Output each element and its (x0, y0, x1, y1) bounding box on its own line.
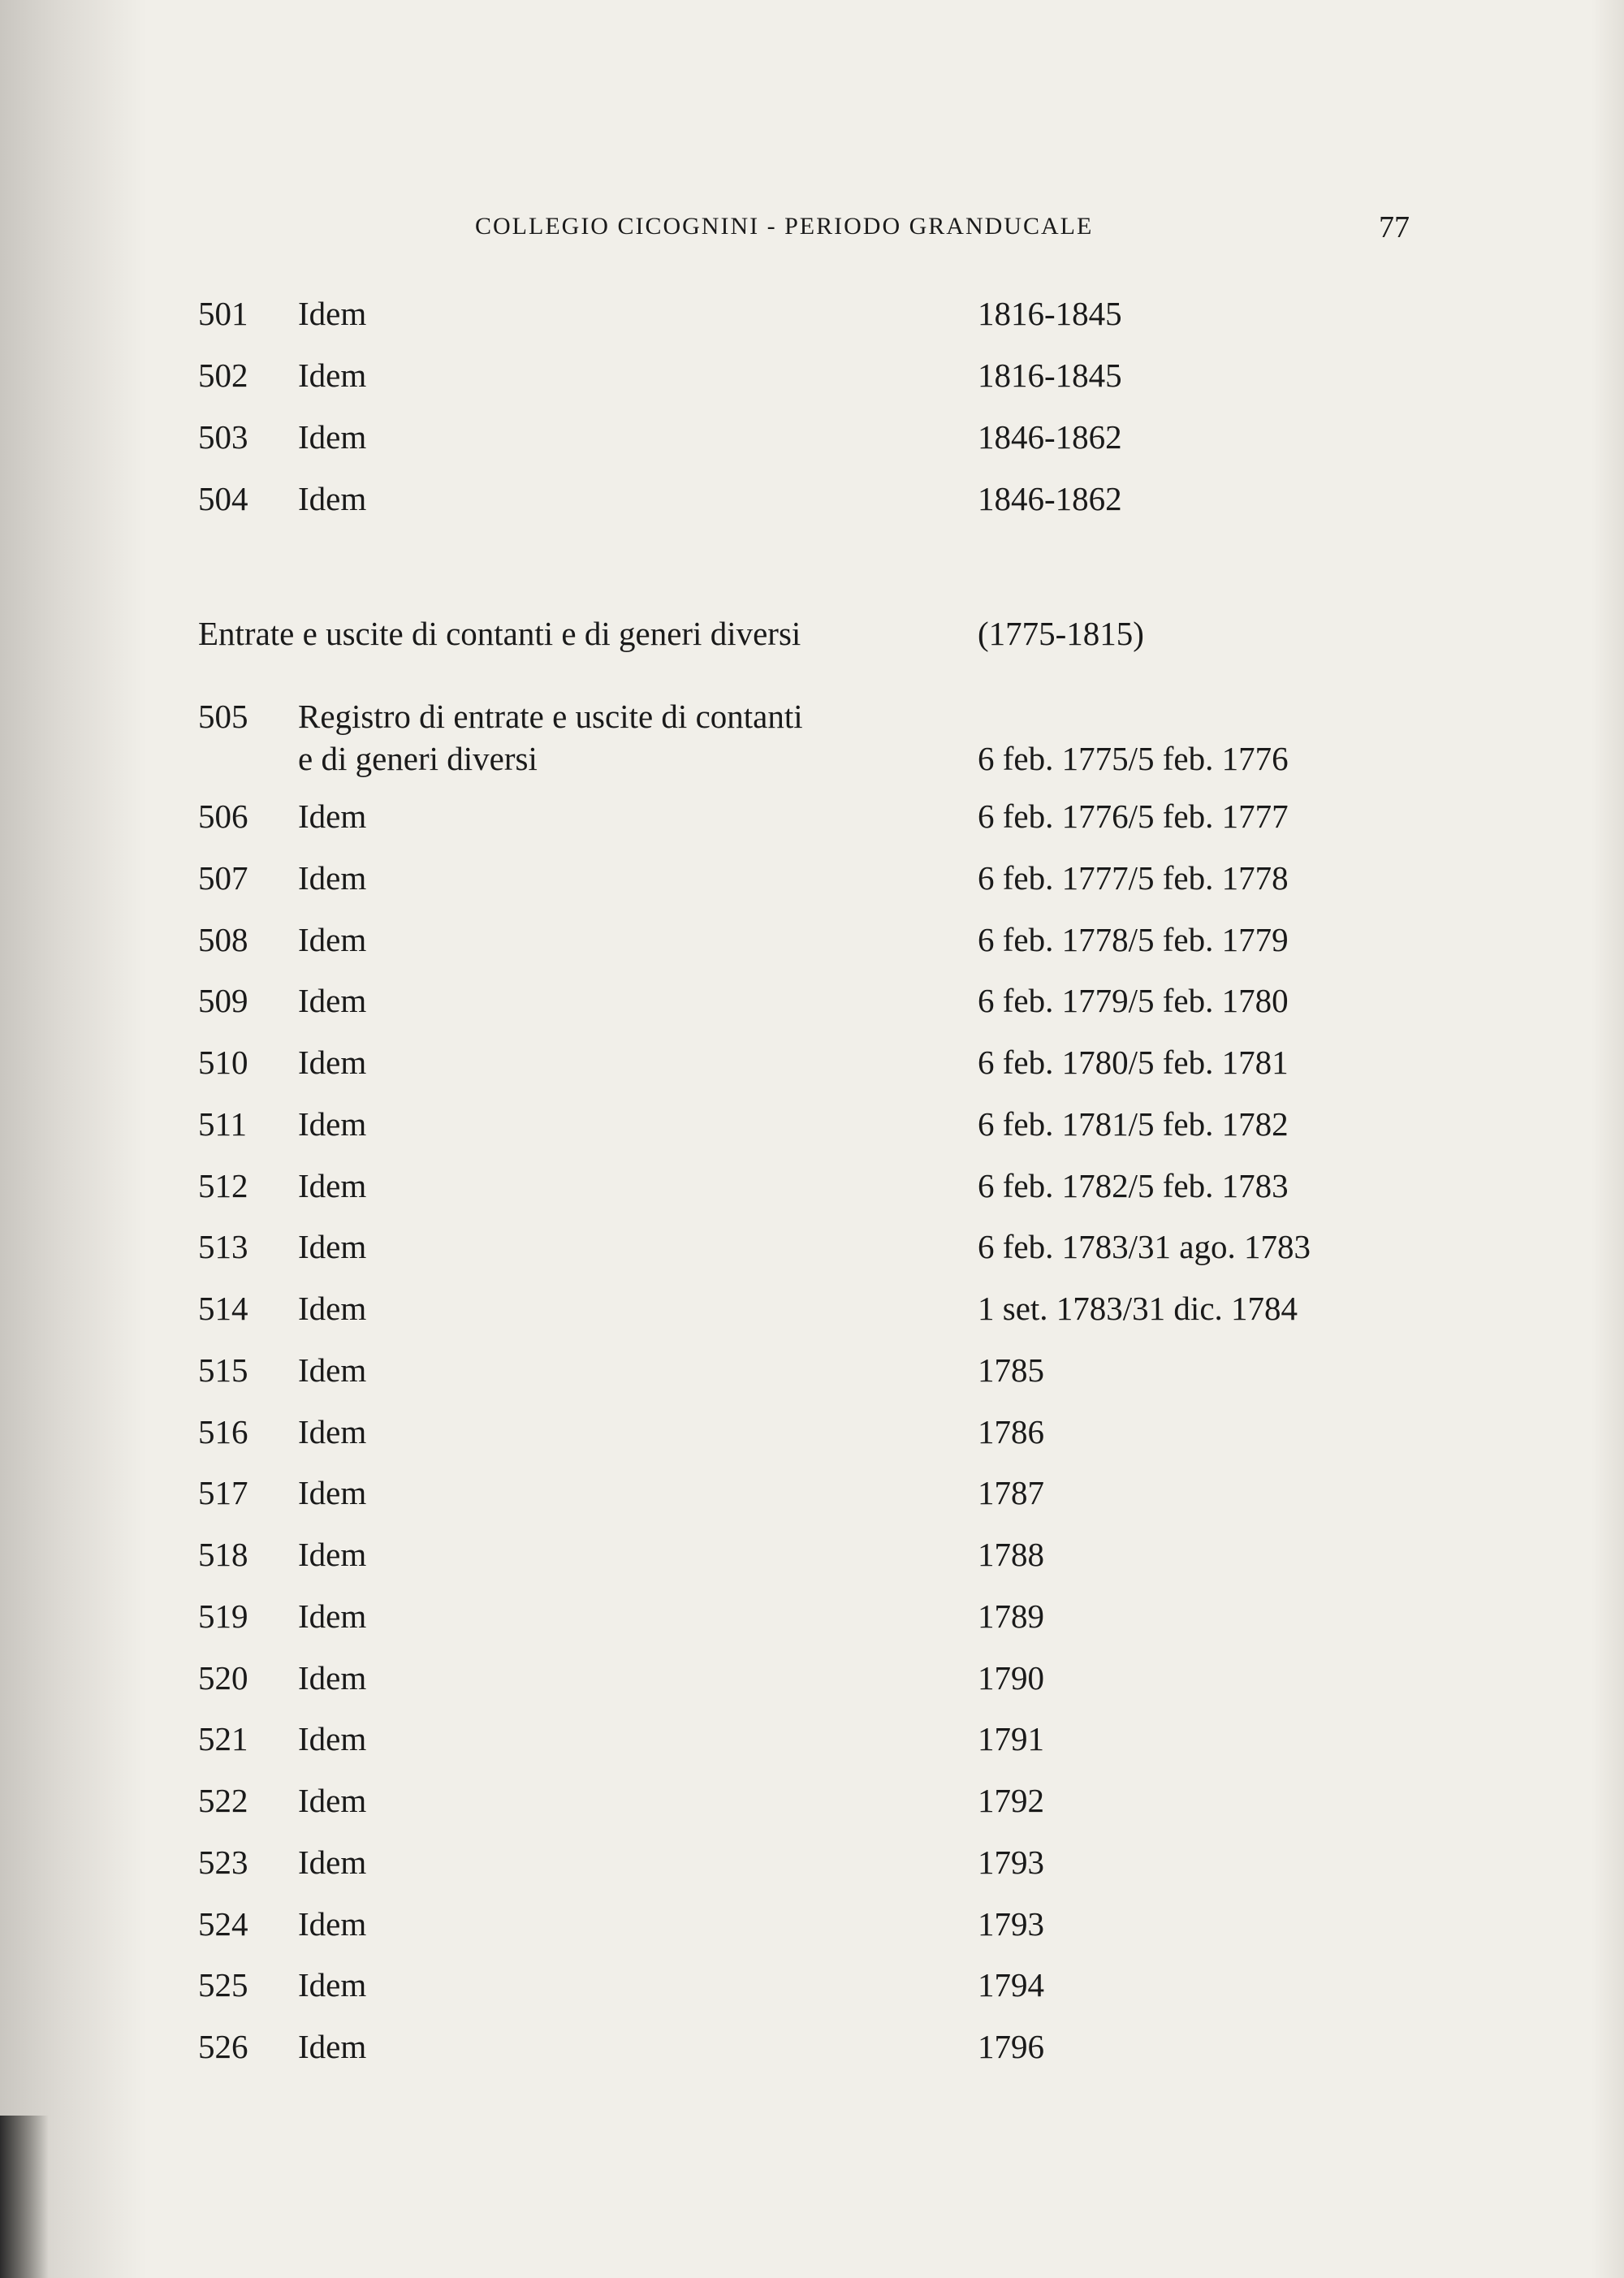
entry-description: Idem (298, 1167, 367, 1204)
entry-description: Idem (298, 1536, 367, 1573)
entry-date: 6 feb. 1781/5 feb. 1782 (978, 1105, 1289, 1143)
entry-number: 524 (198, 1905, 248, 1943)
entry-description: Idem (298, 1044, 367, 1081)
entry-date: 6 feb. 1775/5 feb. 1776 (978, 740, 1289, 777)
entry-date: 1792 (978, 1782, 1044, 1819)
entry-date: 6 feb. 1780/5 feb. 1781 (978, 1044, 1289, 1081)
entry-date: 1846-1862 (978, 480, 1122, 517)
entry-number: 505 (198, 698, 248, 735)
entry-number: 518 (198, 1536, 248, 1573)
entry-number: 519 (198, 1597, 248, 1635)
page-corner-shadow (0, 2116, 49, 2278)
entry-date: 1816-1845 (978, 295, 1122, 332)
entry-description: Idem (298, 1105, 367, 1143)
entry-number: 523 (198, 1844, 248, 1881)
entry-description: Idem (298, 1844, 367, 1881)
entry-number: 521 (198, 1720, 248, 1757)
entry-description: Idem (298, 480, 367, 517)
entry-number: 502 (198, 357, 248, 394)
entry-number: 512 (198, 1167, 248, 1204)
entry-date: 6 feb. 1777/5 feb. 1778 (978, 859, 1289, 897)
entry-number: 504 (198, 480, 248, 517)
entry-date: 1794 (978, 1966, 1044, 2004)
entry-description: Idem (298, 1966, 367, 2004)
entry-number: 517 (198, 1474, 248, 1511)
entry-number: 514 (198, 1290, 248, 1327)
entry-date: 1846-1862 (978, 418, 1122, 456)
entry-number: 511 (198, 1105, 247, 1143)
entry-description: Idem (298, 418, 367, 456)
entry-number: 510 (198, 1044, 248, 1081)
entry-date: 1787 (978, 1474, 1044, 1511)
entry-number: 515 (198, 1351, 248, 1389)
entry-description: Idem (298, 859, 367, 897)
running-title: COLLEGIO CICOGNINI - PERIODO GRANDUCALE (475, 213, 1094, 240)
entry-description: Idem (298, 357, 367, 394)
entry-number: 522 (198, 1782, 248, 1819)
entry-date: 1 set. 1783/31 dic. 1784 (978, 1290, 1298, 1327)
entry-date: 1791 (978, 1720, 1044, 1757)
entry-description: Idem (298, 295, 367, 332)
entry-number: 506 (198, 798, 248, 835)
entry-date: 1786 (978, 1413, 1044, 1450)
running-head (0, 210, 1624, 245)
entry-date: 1789 (978, 1597, 1044, 1635)
entry-date: 1785 (978, 1351, 1044, 1389)
entry-number: 516 (198, 1413, 248, 1450)
entry-date: 1793 (978, 1905, 1044, 1943)
entry-number: 501 (198, 295, 248, 332)
entry-date: 6 feb. 1783/31 ago. 1783 (978, 1228, 1311, 1265)
entry-description: Idem (298, 921, 367, 958)
entry-number: 525 (198, 1966, 248, 2004)
entry-description: Idem (298, 1659, 367, 1697)
entry-number: 513 (198, 1228, 248, 1265)
entry-number: 508 (198, 921, 248, 958)
page-right-edge (1592, 0, 1624, 2278)
entry-date: 1790 (978, 1659, 1044, 1697)
entry-description: Idem (298, 1228, 367, 1265)
entry-description: Idem (298, 1413, 367, 1450)
entry-description: Idem (298, 798, 367, 835)
entry-description: Idem (298, 2028, 367, 2065)
section-date-range: (1775-1815) (978, 615, 1144, 652)
entry-description: Idem (298, 1351, 367, 1389)
entry-description-line2: e di generi diversi (298, 740, 538, 777)
entry-date: 6 feb. 1779/5 feb. 1780 (978, 982, 1289, 1019)
entry-description: Idem (298, 1290, 367, 1327)
entry-number: 520 (198, 1659, 248, 1697)
entry-date: 1793 (978, 1844, 1044, 1881)
entry-description-line1: Registro di entrate e uscite di contanti (298, 698, 803, 735)
section-title: Entrate e uscite di contanti e di generi diversi (198, 615, 801, 652)
page-gutter-shadow (0, 0, 146, 2278)
entry-date: 6 feb. 1778/5 feb. 1779 (978, 921, 1289, 958)
entry-description: Idem (298, 1474, 367, 1511)
entry-date: 6 feb. 1776/5 feb. 1777 (978, 798, 1289, 835)
entry-description: Idem (298, 1720, 367, 1757)
entry-date: 1788 (978, 1536, 1044, 1573)
entry-date: 6 feb. 1782/5 feb. 1783 (978, 1167, 1289, 1204)
entry-number: 503 (198, 418, 248, 456)
entry-description: Idem (298, 982, 367, 1019)
entry-description: Idem (298, 1597, 367, 1635)
entry-number: 507 (198, 859, 248, 897)
entry-number: 509 (198, 982, 248, 1019)
entry-date: 1816-1845 (978, 357, 1122, 394)
entry-date: 1796 (978, 2028, 1044, 2065)
page-number: 77 (1379, 210, 1410, 244)
entry-description: Idem (298, 1782, 367, 1819)
entry-number: 526 (198, 2028, 248, 2065)
entry-description: Idem (298, 1905, 367, 1943)
